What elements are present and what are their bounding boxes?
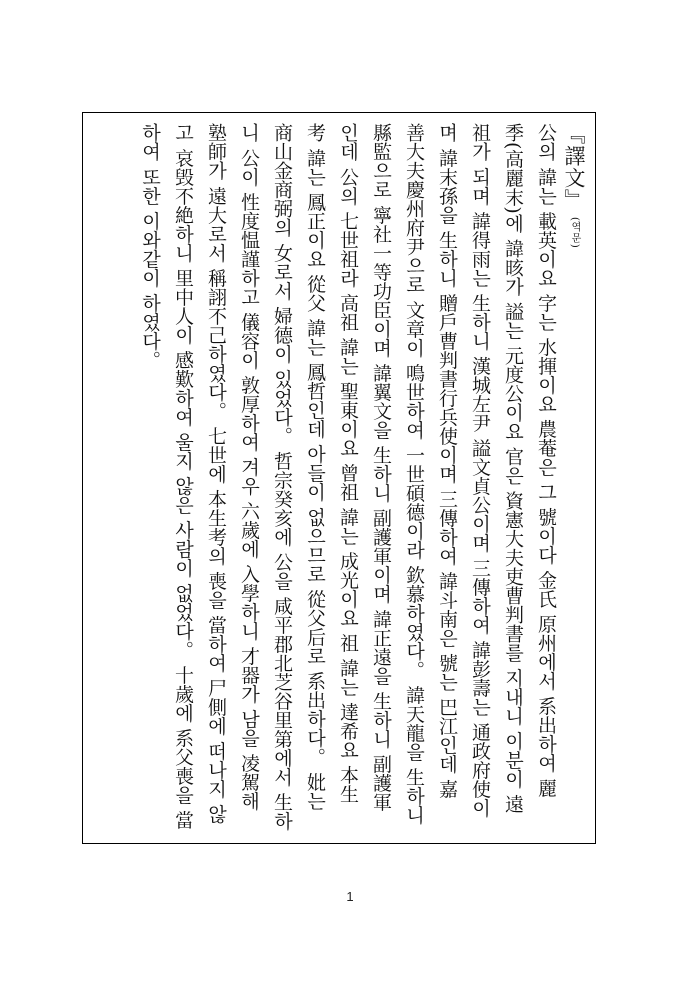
text-line: 니 公이 性度愠謹하고 儀容이 敦厚하여 겨우 六歲에 入學하니 才器가 남을 凌駕해 bbox=[238, 123, 260, 811]
text-line: 善大夫慶州府尹으로 文章이 鳴世하여 一世碩德이라 欽慕하였다。 諱天龍을 生하니 bbox=[403, 123, 425, 825]
text-line: 塾師가 遠大로서 稱詡不己하였다。 七世에 本生考의 喪을 當하여 尸側에 떠나지 않 bbox=[205, 123, 227, 824]
document-subtitle: (역문) bbox=[569, 217, 580, 249]
text-line: 考 諱는 鳳正이요 從父 諱는 鳳哲인데 아들이 없으므로 從父后로 系出하다。 妣는 bbox=[304, 123, 326, 811]
document-heading bbox=[553, 123, 589, 249]
text-line: 商山金商弼의 女로서 婦德이 있었다。 哲宗癸亥에 公을 咸平郡北芝谷里第에서 生하 bbox=[271, 123, 293, 831]
document-title: 『譯文』 bbox=[562, 123, 586, 211]
text-line: 縣監으로 寧社一等功臣이며 諱翼文을 生하니 副護軍이며 諱正遠을 生하니 副護軍 bbox=[370, 123, 392, 812]
text-line: 며 諱末孫을 生하니 贈戶曹判書行兵使이며 三傳하여 諱斗南은 號는 巴江인데 嘉 bbox=[436, 123, 458, 799]
document-frame bbox=[82, 112, 596, 844]
text-line: 季(高麗末)에 諱晐가 謚는 元度公이요 官은 資憲大夫吏曹判書를 지내니 이분이 遠 bbox=[502, 123, 524, 814]
page-number: 1 bbox=[346, 889, 354, 904]
text-line: 고 哀毁不絶하니 里中人이 感歎하여 울지 않은 사람이 없었다。 十歲에 系父喪을 當 bbox=[172, 123, 194, 830]
text-line: 인데 公의 七世祖라 高祖 諱는 聖東이요 曾祖 諱는 成光이요 祖 諱는 達希요 本生 bbox=[337, 123, 359, 804]
text-line: 祖가 되며 諱得雨는 生하니 漢城左尹 謚文貞公이며 三傳하여 諱彭壽는 通政府使이 bbox=[469, 123, 491, 818]
text-line: 公의 諱는 載英이요 字는 水揮이요 農菴은 그 號이다 金氏 原州에서 系出하여 麗 bbox=[535, 123, 557, 798]
text-line: 하여 또한 이와같이 하였다。 bbox=[139, 123, 161, 370]
